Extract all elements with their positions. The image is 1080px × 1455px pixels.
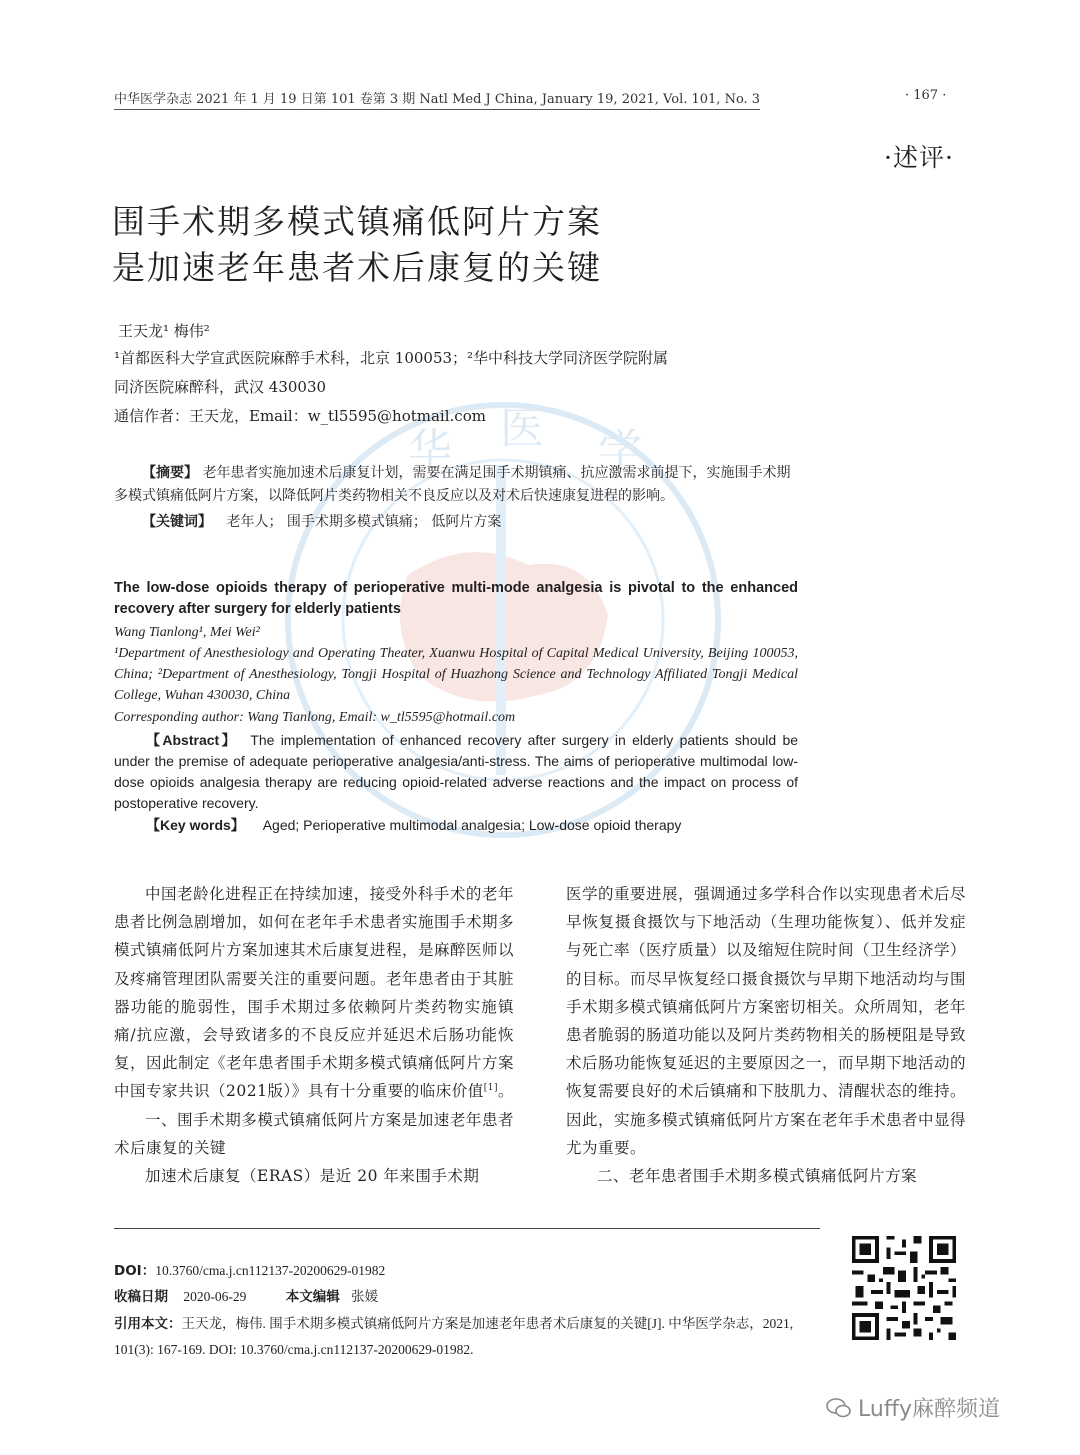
authors-cn: 王天龙¹ 梅伟²	[118, 322, 210, 340]
footer-received	[114, 1285, 378, 1305]
section-heading-1: 一、围手术期多模式镇痛低阿片方案是加速老年患者术后康复的关键	[114, 1110, 514, 1157]
english-authors: Wang Tianlong¹, Mei Wei²	[114, 625, 260, 640]
title-line-1: 围手术期多模式镇痛低阿片方案	[112, 202, 602, 241]
abstract-cn	[114, 462, 804, 508]
body-left-paragraph-2: 加速术后康复（ERAS）是近 20 年来围手术期	[145, 1167, 480, 1186]
page-number: · 167 ·	[905, 88, 947, 103]
keywords-cn	[114, 511, 804, 534]
english-title: The low-dose opioids therapy of perioperative multi-mode analgesia is pivotal to the enhanced recovery after surgery for elderly patients	[114, 580, 798, 617]
doi-label: DOI：	[114, 1263, 156, 1279]
affiliation-cn-line2: 同济医院麻醉科，武汉 430030	[114, 378, 327, 396]
doi-value[interactable]: 10.3760/cma.j.cn112137-20200629-01982	[155, 1263, 386, 1278]
watermark-char-hua: 华	[408, 425, 452, 476]
footer-citation	[114, 1311, 824, 1363]
editor-name: 张媛	[351, 1289, 379, 1304]
received-label: 收稿日期	[114, 1289, 168, 1305]
keywords-cn-text: 老年人； 围手术期多模式镇痛； 低阿片方案	[226, 514, 502, 530]
english-abstract-text: The implementation of enhanced recovery after surgery in elderly patients should be under the premise of adequate perioperative analgesia/anti-stress. The aims of perioperative multimodal low-dose opioids analgesia therapy are reducing opioid-related adverse reactions and the impact on process of postoperative recovery.	[114, 732, 799, 811]
abstract-cn-label: 【摘要】	[142, 465, 198, 481]
cite-text: 王天龙，梅伟. 围手术期多模式镇痛低阿片方案是加速老年患者术后康复的关键[J]. 中华医学杂志，2021, 101(3): 167-169. DOI: 10.3760/cma.j.cn112137-20200629-01982.	[114, 1316, 794, 1357]
english-abstract-label: 【Abstract】	[146, 732, 238, 748]
corresponding-cn: 通信作者：王天龙，Email：w_tl5595@hotmail.com	[114, 407, 486, 425]
reference-1[interactable]: [1]	[483, 1083, 498, 1094]
watermark-char-yi: 医	[500, 403, 544, 454]
english-keywords	[114, 815, 798, 836]
chat-bubble-icon	[826, 1397, 852, 1419]
qr-code[interactable]	[848, 1232, 960, 1344]
english-corresponding: Corresponding author: Wang Tianlong, Email: w_tl5595@hotmail.com	[114, 710, 516, 725]
section-heading-2: 二、老年患者围手术期多模式镇痛低阿片方案	[597, 1167, 918, 1186]
watermark-char-xue: 学	[598, 425, 642, 476]
abstract-cn-text: 老年患者实施加速术后康复计划，需要在满足围手术期镇痛、抗应激需求前提下，实施围手术期多模式镇痛低阿片方案，以降低阿片类药物相关不良反应以及对术后快速康复进程的影响。	[114, 465, 791, 504]
channel-watermark	[826, 1392, 1000, 1423]
received-date: 2020-06-29	[183, 1289, 247, 1304]
english-keywords-label: 【Key words】	[146, 817, 245, 833]
channel-name: Luffy麻醉频道	[858, 1397, 1000, 1422]
body-left-column	[114, 880, 514, 1190]
running-header: 中华医学杂志 2021 年 1 月 19 日第 101 卷第 3 期 Natl Med J China, January 19, 2021, Vol. 101, No. 3	[114, 88, 760, 110]
english-abstract	[114, 730, 798, 814]
footer-divider	[114, 1228, 820, 1229]
section-label: ·述评·	[884, 143, 954, 172]
keywords-cn-label: 【关键词】	[142, 514, 212, 530]
body-right-column	[566, 880, 966, 1190]
affiliation-cn-line1: ¹首都医科大学宣武医院麻醉手术科，北京 100053；²华中科技大学同济医学院附属	[114, 349, 669, 367]
editor-label: 本文编辑	[285, 1289, 340, 1305]
body-right-paragraph-1: 医学的重要进展，强调通过多学科合作以实现患者术后尽早恢复摄食摄饮与下地活动（生理功能恢复）、低并发症与死亡率（医疗质量）以及缩短住院时间（卫生经济学）的目标。而尽早恢复经口摄食摄饮与早期下地活动均与围手术期多模式镇痛低阿片方案密切相关。众所周知，老年患者脆弱的肠道功能以及阿片类药物相关的肠梗阻是导致术后肠功能恢复延迟的主要原因之一，而早期下地活动的恢复需要良好的术后镇痛和下肢肌力、清醒状态的维持。因此，实施多模式镇痛低阿片方案在老年手术患者中显得尤为重要。	[566, 885, 967, 1157]
english-affiliation: ¹Department of Anesthesiology and Operating Theater, Xuanwu Hospital of Capital Medical University, Beijing 100053, China; ²Department of Anesthesiology, Tongji Hospital of Huazhong Science and Technology Affiliated Tongji Medical College, Wuhan 430030, China	[114, 646, 798, 703]
footer-doi	[114, 1259, 385, 1279]
cite-label: 引用本文：	[114, 1316, 182, 1332]
title-line-2: 是加速老年患者术后康复的关键	[112, 248, 602, 287]
english-keywords-text: Aged; Perioperative multimodal analgesia; Low-dose opioid therapy	[262, 817, 682, 833]
body-left-paragraph-1: 中国老龄化进程正在持续加速，接受外科手术的老年患者比例急剧增加，如何在老年手术患者实施围手术期多模式镇痛低阿片方案加速其术后康复进程，是麻醉医师以及疼痛管理团队需要关注的重要问题。老年患者由于其脏器功能的脆弱性，围手术期过多依赖阿片类药物实施镇痛/抗应激，会导致诸多的不良反应并延迟术后肠功能恢复，因此制定《老年患者围手术期多模式镇痛低阿片方案中国专家共识（2021版）》具有十分重要的临床价值[1]。	[114, 885, 515, 1101]
